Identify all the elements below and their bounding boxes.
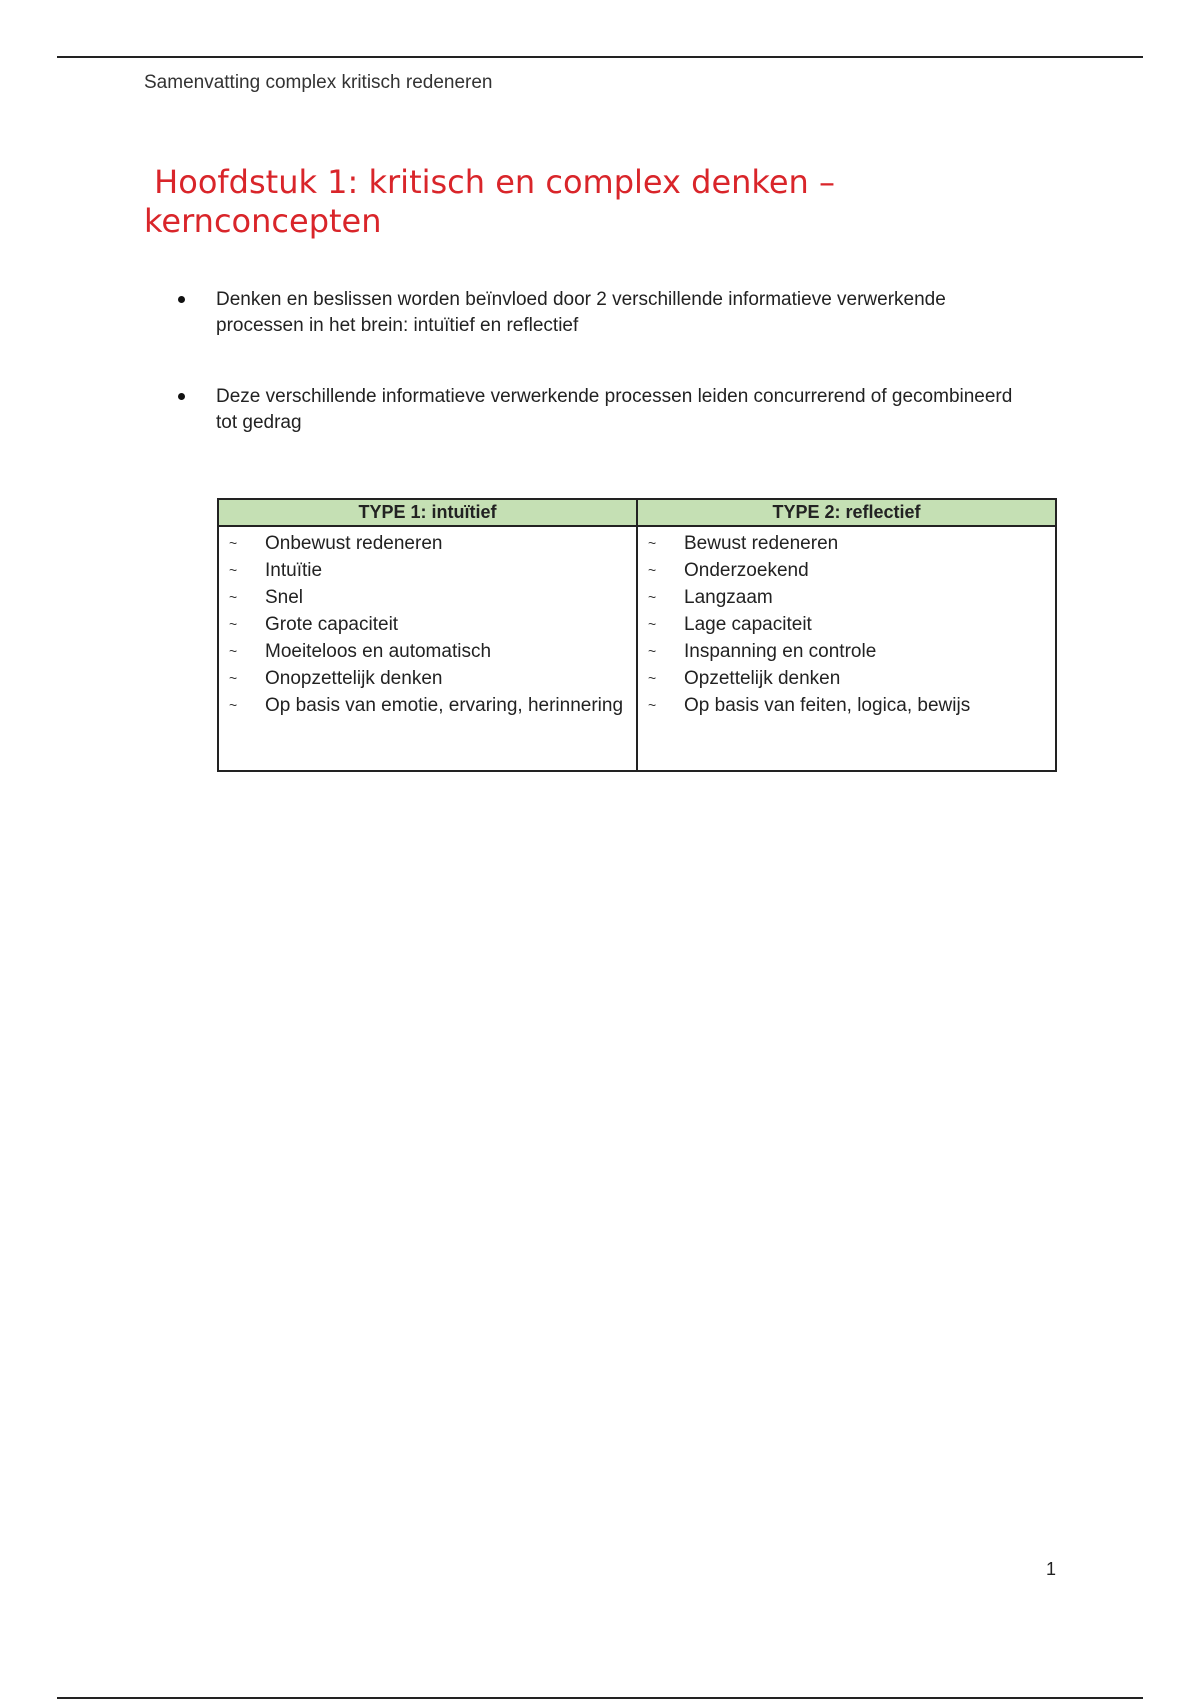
list-item (225, 665, 630, 692)
bullet-item (178, 384, 1028, 436)
tilde-icon: ~ (648, 589, 657, 605)
running-header: Samenvatting complex kritisch redeneren (144, 72, 493, 93)
list-item (225, 530, 630, 557)
tilde-icon: ~ (229, 616, 238, 632)
trait-text: Onderzoekend (684, 560, 809, 581)
tilde-icon: ~ (229, 697, 238, 713)
trait-list-type-1 (225, 530, 630, 719)
trait-list-type-2 (644, 530, 1049, 719)
tilde-icon: ~ (229, 670, 238, 686)
trait-text: Bewust redeneren (684, 533, 839, 554)
list-item (644, 530, 1049, 557)
trait-text: Inspanning en controle (684, 641, 877, 662)
tilde-icon: ~ (648, 643, 657, 659)
column-cell-type-2 (637, 526, 1056, 771)
trait-text: Grote capaciteit (265, 614, 399, 635)
tilde-icon: ~ (648, 697, 657, 713)
list-item (644, 557, 1049, 584)
table-row (218, 526, 1056, 771)
tilde-icon: ~ (648, 616, 657, 632)
trait-text: Op basis van emotie, ervaring, herinnering (265, 695, 624, 716)
bottom-rule (57, 1697, 1143, 1699)
column-header-type-2: TYPE 2: reflectief (637, 499, 1056, 526)
chapter-title: Hoofdstuk 1: kritisch en complex denken – kernconcepten (144, 163, 846, 240)
bullet-dot-icon (178, 393, 185, 400)
comparison-table (217, 498, 1057, 772)
bullet-item (178, 287, 1028, 339)
list-item (225, 611, 630, 638)
trait-text: Op basis van feiten, logica, bewijs (684, 695, 971, 716)
tilde-icon: ~ (229, 589, 238, 605)
tilde-icon: ~ (648, 562, 657, 578)
trait-text: Opzettelijk denken (684, 668, 841, 689)
tilde-icon: ~ (229, 562, 238, 578)
bullet-text: Deze verschillende informatieve verwerkende processen leiden concurrerend of gecombineerd tot gedrag (216, 386, 1013, 433)
list-item (644, 611, 1049, 638)
trait-text: Onbewust redeneren (265, 533, 443, 554)
tilde-icon: ~ (229, 643, 238, 659)
trait-text: Onopzettelijk denken (265, 668, 443, 689)
trait-text: Moeiteloos en automatisch (265, 641, 492, 662)
column-cell-type-1 (218, 526, 637, 771)
list-item (225, 557, 630, 584)
page-number: 1 (1046, 1559, 1057, 1579)
column-header-type-1: TYPE 1: intuïtief (218, 499, 637, 526)
tilde-icon: ~ (229, 535, 238, 551)
trait-text: Intuïtie (265, 560, 323, 581)
list-item (644, 692, 1049, 719)
trait-text: Langzaam (684, 587, 773, 608)
list-item (225, 692, 630, 719)
list-item (644, 584, 1049, 611)
list-item (225, 584, 630, 611)
tilde-icon: ~ (648, 670, 657, 686)
top-rule (57, 56, 1143, 58)
list-item (225, 638, 630, 665)
trait-text: Snel (265, 587, 304, 608)
list-item (644, 665, 1049, 692)
list-item (644, 638, 1049, 665)
tilde-icon: ~ (648, 535, 657, 551)
bullet-dot-icon (178, 296, 185, 303)
trait-text: Lage capaciteit (684, 614, 812, 635)
table-header-row (218, 499, 1056, 526)
bullet-list (178, 287, 1028, 436)
bullet-text: Denken en beslissen worden beïnvloed door 2 verschillende informatieve verwerkende processen in het brein: intuïtief en reflectief (216, 289, 946, 336)
